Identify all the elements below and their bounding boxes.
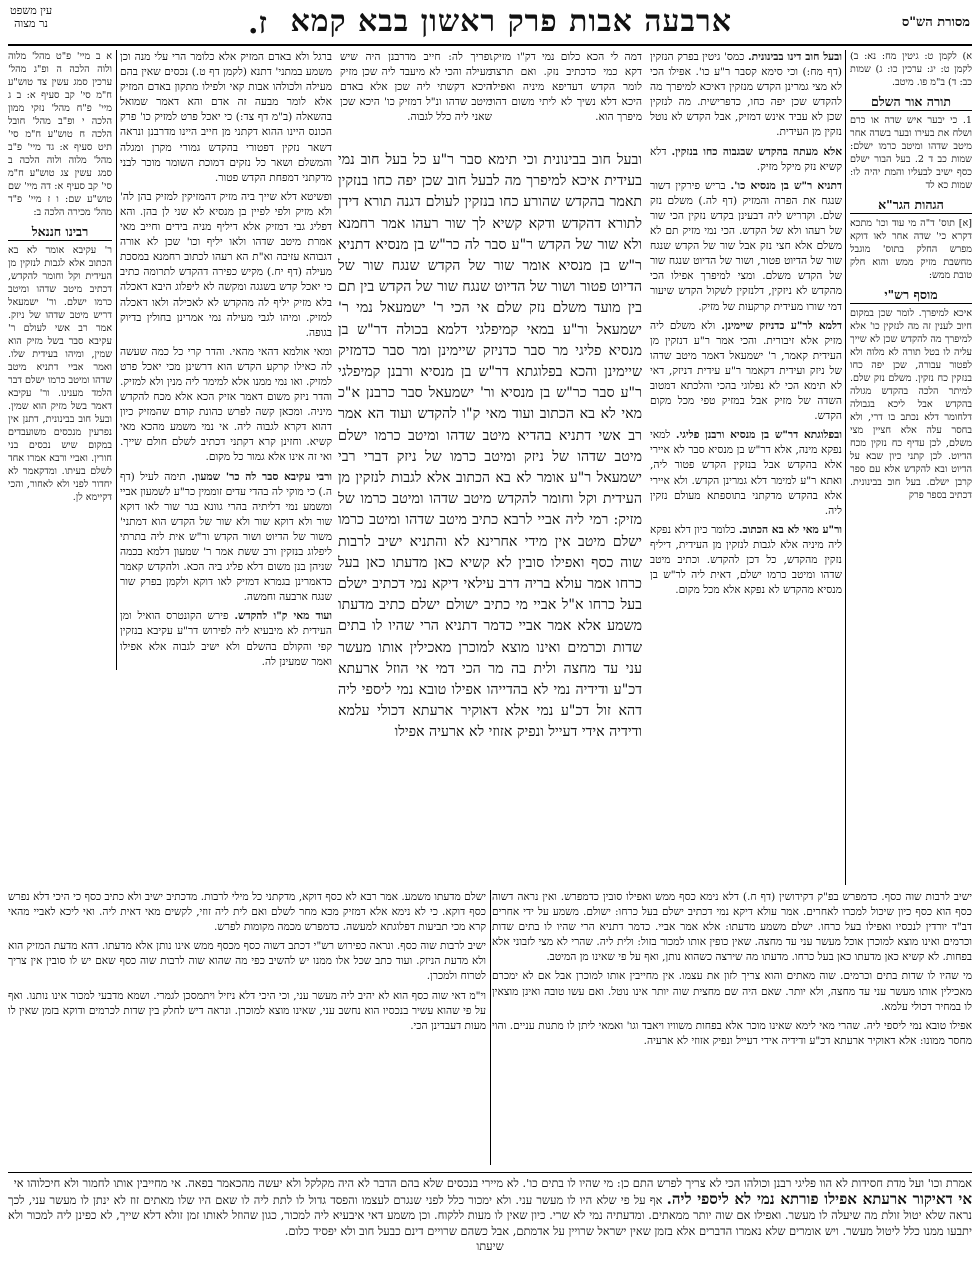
commentary-column xyxy=(120,50,332,885)
commentary-text: ברגל ולא באדם המזיק אלא כלומר הרי עלי מנה וכן משמע במתני' דתנא (לקמן דף ט.) נכסים שאין בהם מעילה ולכולהו אבות קאי ולפילו מתקון באדם המזיק אלא לומר מבעה זה אדם והא דאמר שמואל בהשאלה (ב"מ דף צד:) כי יאכל פרט למזיק כו' פרק הכונס היינו ההוא דקתני מן חייב היינו מדרבנן ונראה דשאר נזקין דפטורי בהקדש גמורי מקרן ומגלה והמשלם ושאר כל נזקים דמוכת השומר מוכר לבני מדקתני דמפחת הקדש פטור. xyxy=(120,51,332,184)
tosafot-text: ולא משלם ליה מזיק אלא זיבורית. והכי אמר ר"ע דנזקין מן העידית קאמר, ר' ישמעאל דאמר מיטב שדהו של ניזק ועידית דקאמר ר"ע עידית דניזק, דאי לא תימא הכי לא נפלוגי בהכי והלכתא דמטוב השדה של מזיק אבל במזיק טפי מכל מקום הקדש. xyxy=(650,319,842,423)
dibbur-hamatchil: ורבי עקיבא סבר לה כר' שמעון. xyxy=(191,470,332,483)
lower-right-commentary xyxy=(492,890,972,1165)
tosafot-text: למאי נפקא מינה, אלא דר"ש בן מנסיא סבר לא איירי אלא בהקדש אבל בנזקין הקדש פטור ליה, ואתא ר"ע למימר דלא גמרינן הקדש. ולא איירי אלא בהקדש מדקתני בתוספתא מעולם נזקין ליה. xyxy=(650,429,842,517)
lower-left-commentary xyxy=(8,890,486,1165)
commentary-text: פירש הקונטרס הואיל ומן העידית לא מיבעיא ליה לפירוש דר"ע עקיבא בנזקין קפי והקולם בהשלם ולא ישיב לגבוה אלא אפילו ואמר שמעינן לה. xyxy=(120,610,332,668)
commentary-text: ישיב לרבות שוה כסף. כדמפרש בפ"ק דקידושין (דף ח.) דלא נימא כסף ממש ואפילו סובין כדמפרש. ואין נראה דשוה כסף הוא כסף כיון שיכול למכרו לאחרים. אמר עולא דיקא נמי דכתיב ישלם בעל כרחו: ישולם. משמע על ידי אחרים דב"ד יורדין לנכסיו ואפילו בעל כרחו. ישלם משמע מדעתו: אלא אמר אביי. כדמר דתניא הרי שהיו לו בתים שדות וכרמים ואינו מוצא למוכרן אוכל מעשר עני עד מחצה. שאין כופין אותו למכור בזול: ולית ליה. שהרי לא מצי לזבוני אלא בפחות. לא קשיא כאן מדעתו כאן בעל כרחו. מדעתו מה שירצה כשהוא נותן, ואף על פי שאינו מן המיטב. xyxy=(492,891,972,964)
dibbur-hamatchil: דתניא ר"ש בן מנסיא כו'. xyxy=(730,179,842,192)
dibbur-hamatchil: ועוד מאי ק"ו להקדש. xyxy=(234,610,332,623)
torah-or-title: תורה אור השלם xyxy=(850,95,972,111)
hagahot-text: [א] תוס' ד"ה מי עוד וכו' מתכא דקרא כי' שדה אחר לאו דוקא מפרש החלק בתוס' מוגבל מחשבת מזיק ממש והוא חלק טובת ממש: xyxy=(850,218,972,281)
rabbeinu-chananel-title: רבינו חננאל xyxy=(8,225,112,241)
column-divider xyxy=(845,50,846,885)
ein-mishpat-text: א ב מיי' פ"ט מהל' מלוה ולוה הלכה ה ופ"ג מהל' ערכין סמג עשין צד טוש"ע ח"מ סי' קב סעיף א: ב ג מיי' פ"ח מהל' נזקי ממון הלכה י ופ"ב מהל' חובל הלכה ח טוש"ע ח"מ סי' תיט סעיף א: גד מיי' פ"ב מהל' מלוה ולוה הלכה ב סמג עשין צג טוש"ע ח"מ סי' קב סעיף א: דה מיי' שם טוש"ע שם: ו ז מיי' פ"ד מהל' מכירה הלכה ב: xyxy=(8,51,112,218)
column-divider xyxy=(116,50,117,670)
left-margin-column xyxy=(8,50,112,670)
musaf-rashi-title: מוסף רש"י xyxy=(850,288,972,304)
right-margin-column xyxy=(850,50,972,940)
gemara-top-right: דמה לי הכא כלום נמי דק"ו מזיק. דקא כמי כדכתיב נזק. ואם תרצה לומר הקדש דעדיפא מיניה ואפילו היכא דלא נשיך לא ליתי משום דהוי מיפרך הוא. xyxy=(490,51,642,124)
commentary-text: וי"מ דאי שוה כסף הוא לא יהיב ליה מעשר עני, וכי היכי דלא ניזיל ויתמסכן לגמרי. ושמא מדבעי למכור אינו נותנו. ואף על פי שהוא עשיר בנכסיו הוא נחשב עני, שאינו מוצא למוכרן. ונראה דיש לחלק בין שדות לכרמים ודוקא בזמן שאין לו מעות דעבדינן הכי. xyxy=(8,989,486,1032)
ein-mishpat-label: עין משפט נר מצוה xyxy=(10,4,53,30)
tosafot-text: כמס' גיטין בפרק הנזקין (דף מח:) וכי סימא קסבר ר"ע כו'. אפילו הכי לא מצי גמרינן הקדש מנזקין דאיכא למיפרך מה להקדש שכן יפה כחו, כדפרישית. מה לנזקין שכן לא עביד אינש דמזיק, אבל הקדש לא נוטל נזקין מן העידית. xyxy=(650,51,842,139)
tosafot-text: דלא קשיא נזק מיקל מזיק. xyxy=(650,145,842,173)
commentary-text: ישיב לרבות שוה כסף. ונראה כפירוש רש"י דכתב דשוה כסף מכסף ממש אינו נותן אלא מדעתו. דהא מדעת המזיק הוא ולא מדעת הניזק. ועוד כתב שכל אלו ממנו יש להשיב כפי מה שהוא שוה לרבות שוה כסף שאם יש לו סובין אין צריך לטרוח ולמכרן. xyxy=(8,940,486,983)
commentary-text: אפילו טובא נמי ליספי ליה. שהרי מאי לימא שאינו מוכר אלא בפחות משוויו ויאבד וגו' ואמאי ליתן לו מתנות עניים. והוי מחסר ממונו: אלא דאוקיר ארעתא דכ"ע ודידיה אידי דעייל ונפיק אזוזי לא ארעיה. xyxy=(492,1019,972,1047)
tosafot-text: בריש פירקין דשור שנגח את הפרה והמזיק (דף לה.) משלם נזק שלם. וקדריש ליה דבעינן בקדש נזקין הכי שור של רעהו ולא של הקדש. הכי נמי מזיק תם לא משלם אלא חצי נזק אבל שור של הקדש שנגח שור של הדיוט פטור, ושור של הדיוט שנגח שור של הקדש משלם. ומצי למיפרך אפילו הכי מהקדש לא ניזקין, דלנזקין לשקול הקדש שיעור דמי שורו מעידית קרקעות של מזיק. xyxy=(650,179,842,313)
footer-heading: אי דאיקור ארעתא אפילו פורתא נמי לא ליספי ליה. xyxy=(666,1189,972,1208)
daf-number: ז. xyxy=(248,6,267,41)
commentary-text: ישלם מדעתו משמע. אמר רבא לא כסף דוקא, מדקתני כל מילי לרבות. מדכתיב ישיב ולא כתיב כסף כי היכי דלא נפרש כסף דוקא. כי לא נימא אלא דמזיק מכא מחר לשלם ואם לית ליה זוזי, לקשים מאי דאית ליה. ואי ליכא לאביי מהאי קרא מכי תביעות דפלוגתא למעשה. כדמפרש מכמה מקומות לפרש. xyxy=(8,891,486,934)
page-header xyxy=(8,4,972,46)
footer-commentary xyxy=(8,1172,972,1274)
tosafot-column xyxy=(650,50,842,885)
commentary-text: ומאי אולמא דהאי מהאי. והדר קרי כל כמה שעשה לה כאילו קרקע הקדש הוא דרשינן מכי יאכל פרט למזיק. ואו נמי ממנו אלא למימר ליה מנין ולא למזיק. והדר ניזק משום דאמר אזיק הכא אלא מכח להקדש מיניה. ומכאן קשה לפרש כהונת קודם שהמזיק כיון דהוא דקרא לגבוה ליה. אי נמי משמע מהכא מאי קשיא. וחזינן קרא דקתני דכתיב לשלם חולם שייך. ואי זה אינו אלא גמור כל מקום. xyxy=(120,345,332,464)
column-divider xyxy=(490,890,491,1165)
gemara-top-left: ופריך לה: חייב מדרבנן היה שיש מעילה והכי לא מיעבד ליה שכן מזיק היכא דקשתי ליה שכן אלא באדם מיטב שדהו ונ"ל דמזיק כו' היכא שכן שאני ליה כלל לגבוה. xyxy=(340,51,492,124)
page-title: ארבעה אבות פרק ראשון בבא קמא xyxy=(290,4,732,39)
commentary-text: מי שהיו לו שדות בתים וכרמים. שוה מאתים והוא צריך לזון את עצמו. אין מחייבין אותו למוכרן אבל אם לא ימכרם מאכילין אותו מעשר עני עד מחצה, ולא יותר. שאם היה שם מחצית שוה יותר אינו נוטל. ואם עשו טובה ואינן מוצאין לו במחיר דכולי עלמא. xyxy=(492,970,972,1013)
footer-text: אמרת וכו' ועל מדת חסידות לא הוו פליגי רבנן וכולהו הכי לא צריך לפרש התם כן: מי שהיו לו בתים כו'. לא מיירי בנכסים שלא בהם הדבר לא היה מקלקל ולא יעשה מהכאמר בפאה. אי מחייבין אותו לחמור ולא חיכלוהו אי xyxy=(13,1176,972,1190)
rabbeinu-chananel-text: ר' עקיבא אומר לא בא הכתוב אלא לגבות לנזקין מן העידית וקל וחומר להקדש, דכתיב מיטב שדהו ומיטב כרמו ישלם. ור' ישמעאל דריש מיטב שדהו של ניזק. אמר רב אשי לעולם ר' עקיבא סבר בשל מזיק הוא שמין, ומיהו בעידית שלו. ואמר אביי דתניא מיטב שדהו ומיטב כרמו ישלם דבר הלמד מענינו. ור' עקיבא דאמר בשל מזיק הוא שמין. ובעל חוב בבינונית, דתנן אין נפרעין מנכסים משועבדים במקום שיש נכסים בני חורין. ואביי ורבא אמרו אחד לשלם בעיתו. ומדקאמר לא יחדור לפני ולא לאחור, והכי דקיימא לן. xyxy=(8,245,112,503)
mesorah-label: מסורת הש"ס xyxy=(901,15,970,30)
musaf-rashi-text: איכא למיפרך. לומר שכן במקום חיוב לענין זה מה לנזקין כו' אלא למיפרך מה להקדש שכן לא שייך עליה לו בטל תורה לא מלוה ולא לפטור עבורה, שכן יפה כחו בנזקין כח נזקין. משלם נזק שלם. למיתר הלכה בהקדש מגולה בהקדש אבל ליכא בגבולה דלחומר דלא נכתב בו דרי, ולא בחסר עלה אלא חציין מצי משלם, לכן עדיף כח נזקין מכח הדיוט. לכן קתני כיון שבא על הדיוט ובא להקדש אלא עם ספר קרבן ישלם. בעל חוב בבינונית. דכתיב בספר פרק xyxy=(850,308,972,501)
catchword: שיעתו xyxy=(476,1239,504,1254)
dibbur-hamatchil: ובפלוגתא דר"ש בן מנסיא ורבנן פליגי. xyxy=(675,429,842,442)
dibbur-hamatchil: דלמא לר"ע כדניזק שיימינן. xyxy=(721,319,842,332)
hagahot-title: הגהות הגר"א xyxy=(850,198,972,214)
commentary-text: תימה לעיל (דף ה.) כי מוקי לה בהדי עדים זוממין כר"ע לשמעון אביי ומשמע נמי דליתיה בהרי גוונא בגר שור לאו דוקא שור ולא דוקא שור ולא שור של הקדש הוא דמתני' משור של הדיוט ושור הקדש ור"ש אית ליה בתרתי ליפלוג בנזקין ורב ששת אמר ר' שמעון דלמא בכמה שניהן בנן משום דלא פליג ביה הכא. ולהקדש קאמר כדאמרינן בגמרא דמזיק לאו דוקא ולקמן בפרק שור שנגח ארבעה וחמשה. xyxy=(120,470,332,604)
dibbur-hamatchil: ור"ע מאי לא בא הכתוב. xyxy=(738,523,842,536)
torah-or-text: 1. כי יבער איש שדה או כרם ושלח את בעירו ובער בשדה אחר מיטב שדהו ומיטב כרמו ישלם: שמות כב ד 2. בעל הבור ישלם כסף ישיב לבעליו והמת יהיה לו: שמות כא לד xyxy=(850,115,972,191)
tosafot-text: כלומר כיון דלא נפקא ליה מיניה אלא לגבות לנזקין מן העידית, דיליף נזקין מהקדש, כל דכן להקדש. וכתיב מיטב שדהו ומיטב כרמו ישלם, דאית ליה לר"ש בן מנסיא מהקדש לא נפקא אלא מכל מקום. xyxy=(650,523,842,597)
mesorah-notes: א) לקמן ט: גיטין מח: נא: ב) לקמן ט: יג: ערכין כו: ג) שמות כב: ד) ב"מ פו. מיטב. xyxy=(850,51,972,88)
dibbur-hamatchil: ובעל חוב דינו בבינונית. xyxy=(747,51,842,63)
commentary-text: ופשיטא דלא שייך ביה מזיק דהמזיקין למזיק בהן לה' ולא מזיק ולפי לפיין בן מנסיא לא שני לן בהן. והא דפליג גבי דמזיק אלא דיליף מניה בידים וחייב מאי אמרת מיטב שדהו ולאו יליף וכו' שכן לא אורה דגבוהא עזיבה וא"ת הא רעהו לכתוב רחמנא במסכת מעילה (דף יח.) מקיש כפירה דהקדש לתרומה כתיב כי יאכל קדש בשגגה ומקשה לא ליפלוג היבא דאכלה בלא מזיק יליף לה מהקדש לא לאכילה ולאו דאכלה למזיק. ומיהו לגבי מעילה נמי אמרינן בחולין בדיוק בגופה. xyxy=(120,190,332,339)
footer-text: אף על פי שלא היו לו מעשר עני. ולא ימכור כלל לפני שנגרם לעצמו והפסד גדול לו לתת ליה לו שאם היו שלו מאתים זוז לא ינתן לו מעשר עני, לכך נראה שלא יטול זולת מה שיעלה לו מעשר. ואפילו אם שוה יותר ממאתים. ומדעתיה נמי לא שרי. כיון שאין לו מעות ללקוח. וכן משמע דאי איבעיא ליה למכור, כגון שהוזל לאותו זמן זולא דלא שייך, לא כפינן ליה למכור ולא יתבעו ממנו כלל ליטול מעשר. ויש אומרים שלא נאמרו הדברים אלא בזמן שאין ישראל שרויין על אדמתם, אבל כשהם שרויים דינם כבעל חוב ולא יפסיד כלום. xyxy=(8,1192,972,1238)
gemara-text: ובעל חוב בבינונית וכי תימא סבר ר"ע כל בעל חוב נמי בעידית איכא למיפרך מה לבעל חוב שכן יפה כחו בנזקין תאמר בהקדש שהורע כחו בנזקין לעולם דגנה תורא דידן לתורא דהקדש ודקא קשיא לך שור רעהו אמר רחמנא ולא שור של הקדש ר"ע סבר לה כר"ש בן מנסיא דתניא ר"ש בן מנסיא אומר שור של הקדש שנגח שור של הדיוט פטור ושור של הדיוט שנגח שור של הקדש בין תם בין מועד משלם נזק שלם אי הכי ר' ישמעאל נמי ר' ישמעאל ור"ע במאי קמיפלגי דלמא בכולה דר"ש בן מנסיא פליגי מר סבר כדניזק שיימינן ומר סבר כדמזיק שיימינן והכא בפלוגתא דר"ש בן מנסיא ורבנן קמיפלגי ר"ע סבר כר"ש בן מנסיא ור' ישמעאל סבר כרבנן א"כ מאי לא בא הכתוב ועוד מאי ק"ו להקדש ועוד הא אמר רב אשי דתניא בהדיא מיטב שדהו ומיטב כרמו ישלם מיטב שדהו של ניזק ומיטב כרמו של ניזק דברי רבי ישמעאל ר"ע אומר לא בא הכתוב אלא לגבות לנזקין מן העידית וקל וחומר להקדש מיטב שדהו ומיטב כרמו של מזיק: רמי ליה אביי לרבא כתיב מיטב שדהו ומיטב כרמו ישלם מיטב אין מידי אחרינא לא והתניא ישיב לרבות שוה כסף ואפילו סובין לא קשיא כאן מדעתו כאן בעל כרחו אמר עולא בריה דרב עילאי דיקא נמי דכתיב ישלם בעל כרחו א"ל אביי מי כתיב ישולם ישלם כתיב מדעתו משמע אלא אמר אביי כדמר דתניא הרי שהיו לו בתים שדות וכרמים ואינו מוצא למוכרן מאכילין אותו מעשר עני עד מחצה ולית בה מר הכי דמי אי הוזל ארעתא דכ"ע ודידיה נמי לא בהדייהו אפילו טובא נמי ליספי ליה דהא זול דכ"ע נמי אלא דאוקיר ארעתא דכולי עלמא ודידיה אידי דעייל ונפיק אזוזי לא ארעיה אפילו xyxy=(338,152,642,741)
dibbur-hamatchil: אלא מעתה בהקדש שבגבוה כחו בנזקין. xyxy=(671,145,842,158)
